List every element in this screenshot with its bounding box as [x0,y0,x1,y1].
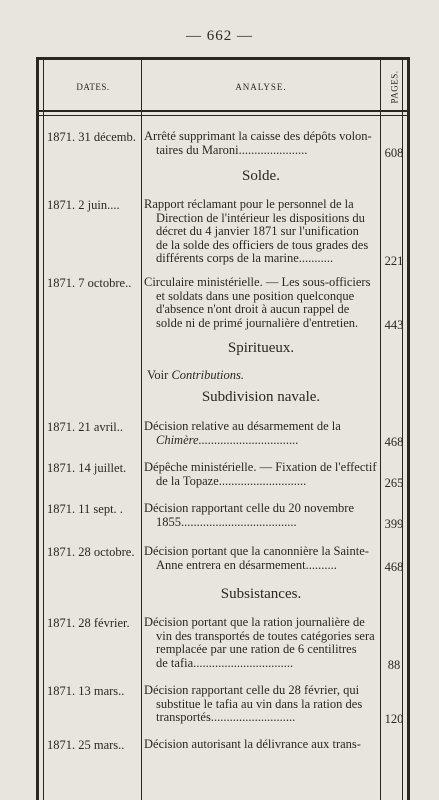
section-heading: Subdivision navale. [201,389,321,405]
entry-text: Arrêté supprimant la caisse des dépôts volon- taires du Maroni...................... [144,130,372,157]
column-rule [402,60,403,800]
entry-page: 468 [384,560,404,574]
entry-text: Dépêche ministérielle. — Fixation de l'effectif de la Topaze............................ [144,461,377,488]
entry-date: 1871. 14 juillet. [47,461,127,475]
section-heading: Spiritueux. [227,340,295,356]
section-heading: Solde. [242,168,280,184]
header-dates: DATES. [76,82,110,92]
entry-date: 1871. 7 octobre.. [47,276,132,290]
entry-date: 1871. 21 avril.. [47,420,124,434]
header-analyse: ANALYSE. [235,82,287,92]
entry-date: 1871. 28 février. [47,616,130,630]
entry-date: 1871. 11 sept. . [47,502,123,516]
entry-date: 1871. 28 octobre. [47,545,135,559]
header-pages: PAGES. [389,70,399,104]
entry-page: 468 [384,435,404,449]
column-rule [43,60,44,800]
entry-date: 1871. 25 mars.. [47,738,125,752]
column-rule [141,60,142,800]
entry-date: 1871. 13 mars.. [47,684,125,698]
table-header [39,60,407,112]
entry-page: 265 [384,476,404,490]
column-rule [380,60,381,800]
entry-text: Décision portant que la ration journalière de vin des transportés de toutes catégories sera remplacée par une ration de 6 centilitres de tafia................................ [144,616,375,670]
header-rule [39,110,407,112]
entry-page: 221 [384,254,404,268]
entry-text: Décision relative au désarmement de la Chimère................................ [144,420,341,447]
entry-text: Décision autorisant la délivrance aux trans- [144,738,361,751]
entry-text: Circulaire ministérielle. — Les sous-officiers et soldats dans une position quelconque d'absence n'ont droit à aucun rappel de solde ni de primé journalière d'entretien. [144,276,371,330]
header-rule [39,115,407,116]
entry-text: Décision rapportant celle du 20 novembre 1855..................................... [144,502,354,529]
entry-page: 399 [384,517,404,531]
table-frame [36,57,410,800]
entry-page: 608 [384,146,404,160]
page-number: — 662 — [186,28,253,44]
entry-date: 1871. 31 décemb. [47,130,136,144]
entry-page: 120 [384,712,404,726]
entry-page: 88 [387,658,401,672]
section-heading: Subsistances. [220,586,302,602]
entry-text: Rapport réclamant pour le personnel de la Direction de l'intérieur les dispositions du décret du 4 janvier 1871 sur l'unification de la solde des officiers de tous grades des différents corps de la marine........... [144,198,369,266]
entry-date: 1871. 2 juin.... [47,198,120,212]
entry-text: Décision portant que la canonnière la Sainte- Anne entrera en désarmement.......... [144,545,369,572]
see-also-reference: Voir Contributions. [147,368,245,382]
entry-text: Décision rapportant celle du 28 février, qui substitue le tafia au vin dans la ration des transportés........................... [144,684,363,725]
entry-page: 443 [384,318,404,332]
